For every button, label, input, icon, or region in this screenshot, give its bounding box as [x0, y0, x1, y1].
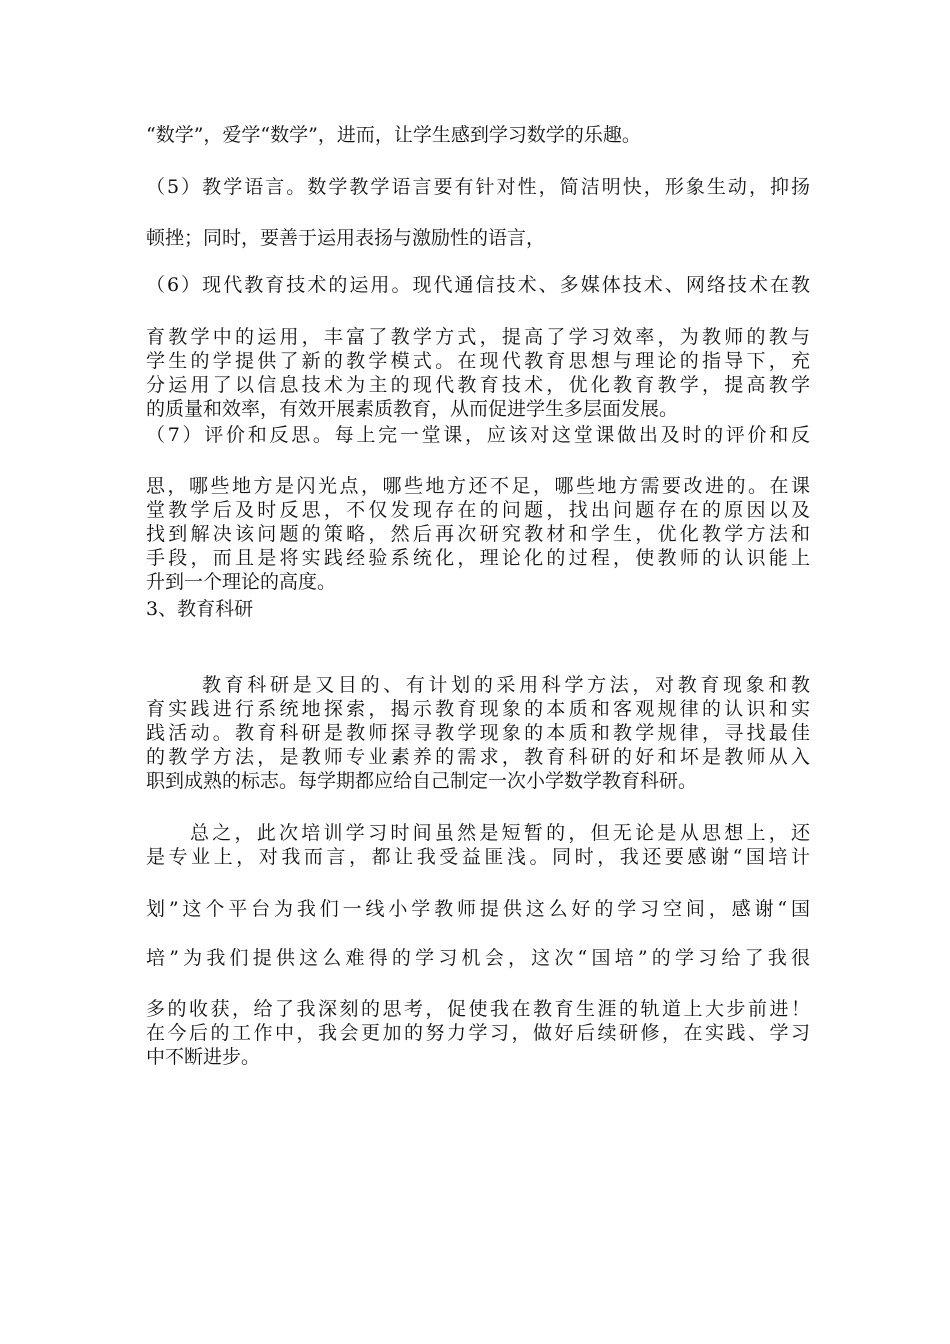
text-line: 的教学方法，是教师专业素养的需求，教育科研的好和坏是教师从入 [146, 746, 810, 768]
text-line: 学生的学提供了新的教学模式。在现代教育思想与理论的指导下，充 [146, 350, 810, 372]
text-line: 是专业上，对我而言，都让我受益匪浅。同时，我还要感谢“国培计 [146, 846, 810, 868]
text-line: 思，哪些地方是闪光点，哪些地方还不足，哪些地方需要改进的。在课 [146, 475, 810, 497]
text-line: “数学”，爱学“数学”，进而，让学生感到学习数学的乐趣。 [146, 124, 641, 146]
text-line: 升到一个理论的高度。 [146, 571, 337, 593]
text-line: 划”这个平台为我们一线小学教师提供这么好的学习空间，感谢“国 [146, 898, 810, 920]
text-line: 找到解决该问题的策略，然后再次研究教材和学生，优化教学方法和 [146, 523, 810, 545]
text-line: 顿挫；同时，要善于运用表扬与激励性的语言， [146, 227, 546, 249]
text-line: 在今后的工作中，我会更加的努力学习，做好后续研修，在实践、学习 [146, 1022, 810, 1044]
text-line: 育实践进行系统地探索，揭示教育现象的本质和客观规律的认识和实 [146, 698, 810, 720]
text-line: （7）评价和反思。每上完一堂课，应该对这堂课做出及时的评价和反 [146, 424, 810, 446]
text-line: 教育科研是又目的、有计划的采用科学方法，对教育现象和教 [202, 674, 810, 696]
text-line: （6）现代教育技术的运用。现代通信技术、多媒体技术、网络技术在教 [146, 274, 810, 296]
text-line: 堂教学后及时反思，不仅发现存在的问题，找出问题存在的原因以及 [146, 499, 810, 521]
text-line: 育教学中的运用，丰富了教学方式，提高了学习效率，为教师的教与 [146, 326, 810, 348]
text-line: 的质量和效率，有效开展素质教育，从而促进学生多层面发展。 [146, 398, 679, 420]
text-line: 践活动。教育科研是教师探寻教学现象的本质和教学规律，寻找最佳 [146, 722, 810, 744]
text-line: 中不断进步。 [146, 1046, 261, 1068]
section-heading: 3、教育科研 [146, 598, 254, 620]
text-line: 总之，此次培训学习时间虽然是短暂的，但无论是从思想上，还 [190, 822, 810, 844]
text-line: （5）教学语言。数学教学语言要有针对性，简洁明快，形象生动，抑扬 [146, 176, 810, 198]
text-line: 培”为我们提供这么难得的学习机会，这次“国培”的学习给了我很 [146, 947, 810, 969]
text-line: 手段，而且是将实践经验系统化，理论化的过程，使教师的认识能上 [146, 547, 810, 569]
text-line: 分运用了以信息技术为主的现代教育技术，优化教育教学，提高教学 [146, 374, 810, 396]
text-line: 职到成熟的标志。每学期都应给自己制定一次小学数学教育科研。 [146, 770, 698, 792]
text-line: 多的收获，给了我深刻的思考，促使我在教育生涯的轨道上大步前进！ [146, 998, 810, 1020]
